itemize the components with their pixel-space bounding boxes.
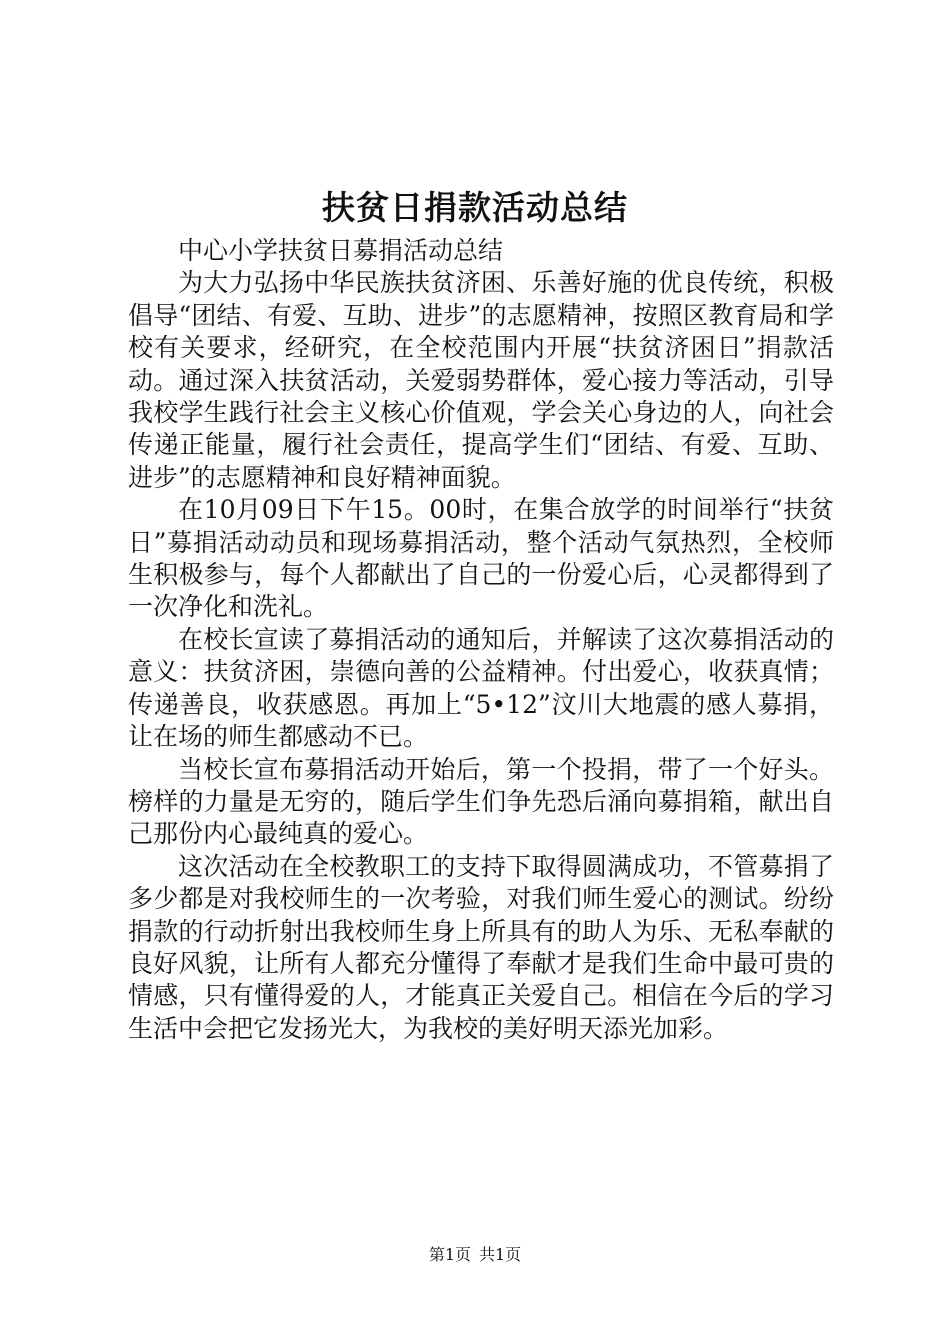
document-title: 扶贫日捐款活动总结 xyxy=(322,188,628,227)
body-paragraph: 为大力弘扬中华民族扶贫济困、乐善好施的优良传统，积极倡导“团结、有爱、互助、进步”的志愿精神，按照区教育局和学校有关要求，经研究，在全校范围内开展“扶贫济困日”捐款活动。通过深入扶贫活动，关爱弱势群体，爱心接力等活动，引导我校学生践行社会主义核心价值观，学会关心身边的人，向社会传递正能量，履行社会责任，提高学生们“团结、有爱、互助、进步”的志愿精神和良好精神面貌。 xyxy=(128,268,834,492)
body-paragraph: 在校长宣读了募捐活动的通知后，并解读了这次募捐活动的意义：扶贫济困，崇德向善的公益精神。付出爱心，收获真情；传递善良，收获感恩。再加上“5•12”汶川大地震的感人募捐，让在场的师生都感动不已。 xyxy=(128,624,834,752)
page-total: 共1页 xyxy=(479,1245,522,1264)
page-number: 第1页 xyxy=(428,1245,471,1264)
document-body xyxy=(128,235,834,1045)
body-paragraph: 这次活动在全校教职工的支持下取得圆满成功，不管募捐了多少都是对我校师生的一次考验，对我们师生爱心的测试。纷纷捐款的行动折射出我校师生身上所具有的助人为乐、无私奉献的良好风貌，让所有人都充分懂得了奉献才是我们生命中最可贵的情感，只有懂得爱的人，才能真正关爱自己。相信在今后的学习生活中会把它发扬光大，为我校的美好明天添光加彩。 xyxy=(128,851,834,1043)
page-footer xyxy=(0,1243,950,1267)
subtitle-paragraph: 中心小学扶贫日募捐活动总结 xyxy=(178,236,504,265)
body-paragraph: 当校长宣布募捐活动开始后，第一个投捐，带了一个好头。榜样的力量是无穷的，随后学生们争先恐后涌向募捐箱，献出自己那份内心最纯真的爱心。 xyxy=(128,754,834,849)
body-paragraph: 在10月09日下午15。00时，在集合放学的时间举行“扶贫日”募捐活动动员和现场募捐活动，整个活动气氛热烈，全校师生积极参与，每个人都献出了自己的一份爱心后，心灵都得到了一次净化和洗礼。 xyxy=(128,495,834,622)
